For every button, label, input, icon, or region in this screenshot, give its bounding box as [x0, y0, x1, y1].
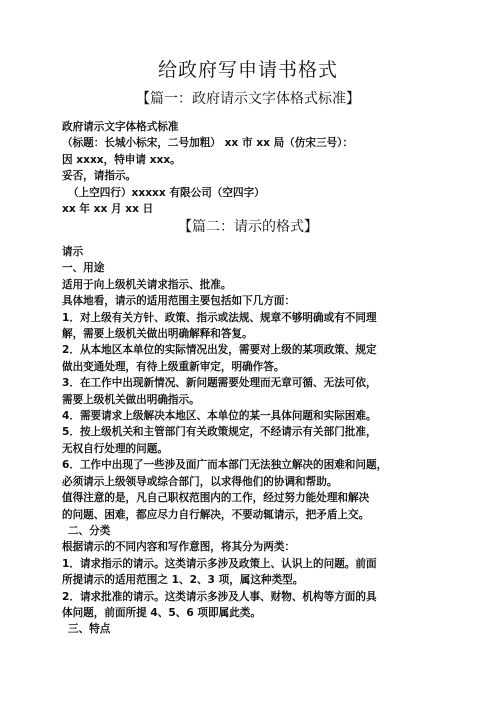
- body-line: 值得注意的是，凡自己职权范围内的工作，经过努力能处理和解决: [62, 492, 370, 505]
- body-line: 3．在工作中出现新情况、新问题需要处理而无章可循、无法可依，: [62, 377, 377, 390]
- section-heading-1: 【篇一：政府请示文字体格式标准】: [136, 91, 360, 107]
- body-line: 适用于向上级机关请求指示、批准。: [62, 278, 232, 291]
- body-line: xx 年 xx 月 xx 日: [62, 203, 154, 216]
- body-line: 二、分类: [68, 524, 111, 537]
- section-heading-2: 【篇二：请示的格式】: [178, 219, 318, 235]
- section-2-body: [62, 244, 472, 638]
- body-line: 所提请示的适用范围之 1、2、3 项，属这种类型。: [62, 574, 304, 587]
- body-line: 2．从本地区本单位的实际情况出发，需要对上级的某项政策、规定: [62, 344, 377, 357]
- body-line: 4．需要请求上级解决本地区、本单位的某一具体问题和实际困难。: [62, 410, 377, 423]
- body-line: 根据请示的不同内容和写作意图，将其分为两类：: [62, 541, 296, 554]
- body-line: 需要上级机关做出明确指示。: [62, 393, 200, 406]
- body-line: 一、用途: [62, 262, 105, 275]
- body-line: 因 xxxx，特申请 xxx。: [62, 153, 181, 166]
- body-line: 的问题、困难，都应尽力自行解决，不要动辄请示，把矛盾上交。: [62, 508, 370, 521]
- body-line: 6．工作中出现了一些涉及面广而本部门无法独立解决的困难和问题，: [62, 459, 388, 472]
- body-line: 解，需要上级机关做出明确解释和答复。: [62, 328, 253, 341]
- body-line: 1．请求指示的请示。这类请示多涉及政策上、认识上的问题。前面: [62, 557, 377, 570]
- body-line: 请示: [62, 246, 84, 258]
- body-line: 三、特点: [68, 623, 111, 636]
- body-line: （标题：长城小标宋，二号加粗） xx 市 xx 局（仿宋三号）：: [62, 137, 354, 150]
- body-line: 体问题，前面所提 4、5、6 项即属此类。: [62, 606, 261, 619]
- body-line: 2．请求批准的请示。这类请示多涉及人事、财物、机构等方面的具: [62, 590, 377, 603]
- body-line: 无权自行处理的问题。: [62, 442, 168, 455]
- body-line: 必须请示上级领导或综合部门，以求得他们的协调和帮助。: [62, 475, 338, 488]
- body-line: 具体地看，请示的适用范围主要包括如下几方面：: [62, 295, 296, 308]
- body-line: （上空四行）xxxxx 有限公司（空四字）: [68, 186, 265, 199]
- body-line: 妥否，请指示。: [62, 170, 137, 183]
- body-line: 做出变通处理，有待上级重新审定，明确作答。: [62, 360, 285, 373]
- body-line: 政府请示文字体格式标准: [62, 121, 179, 133]
- body-line: 1．对上级有关方针、政策、指示或法规、规章不够明确或有不同理: [62, 311, 377, 324]
- section-1-body: [62, 119, 472, 217]
- document-title: 给政府写申请书格式: [157, 59, 338, 81]
- body-line: 5．按上级机关和主管部门有关政策规定，不经请示有关部门批准，: [62, 426, 377, 439]
